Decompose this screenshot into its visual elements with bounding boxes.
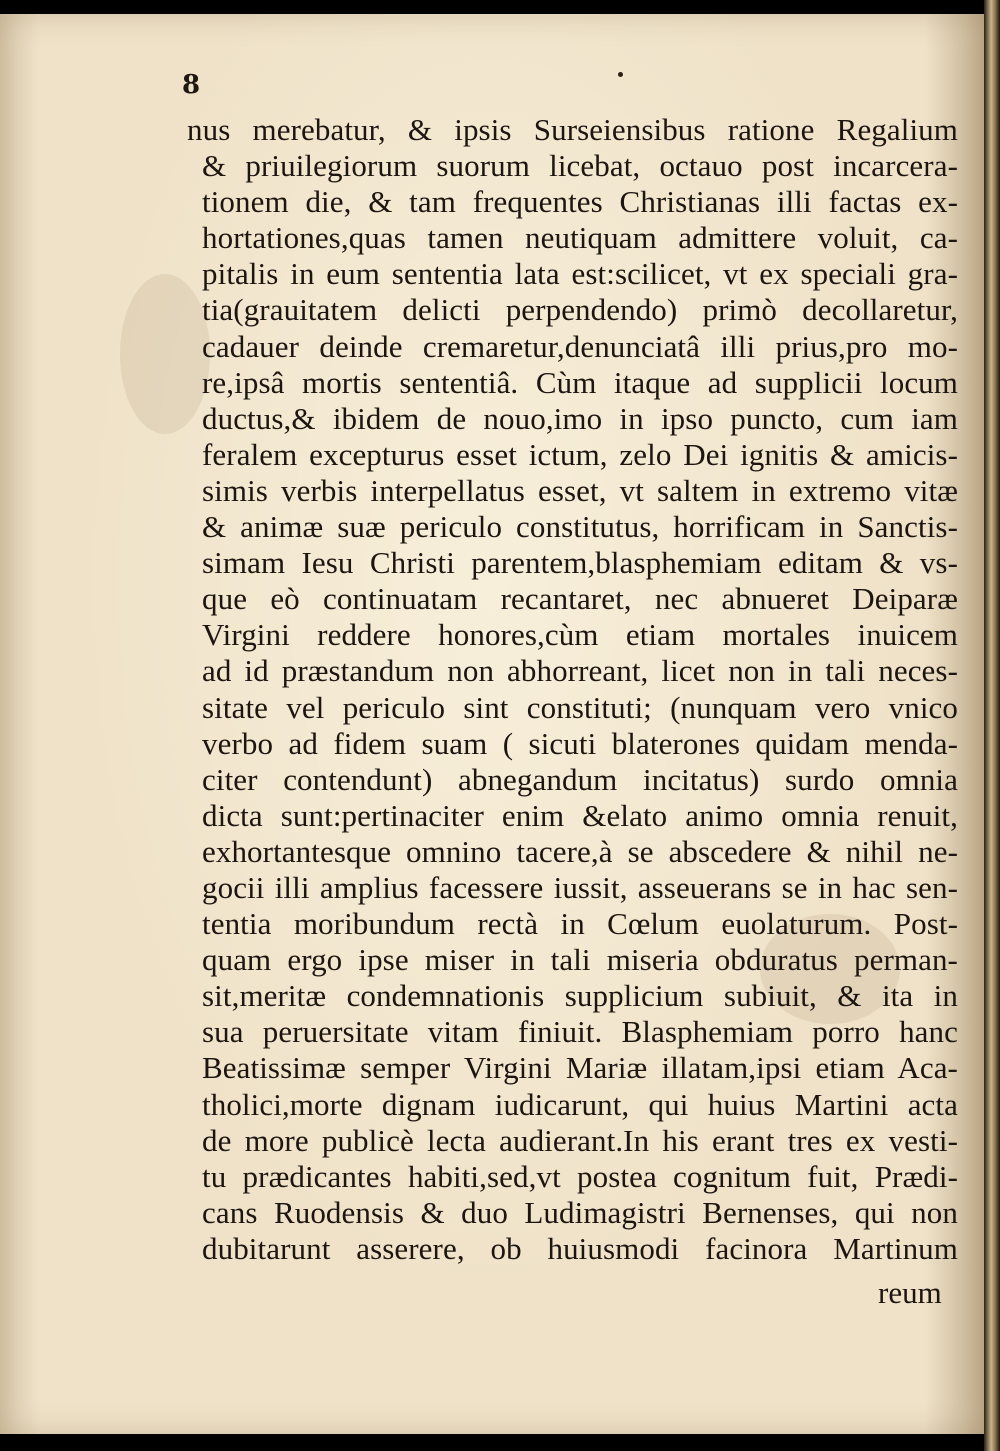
text-line: quam ergo ipse miser in tali miseria obduratus perman- [202, 942, 958, 978]
text-line: tholici,morte dignam iudicarunt, qui huius Martini acta [202, 1086, 958, 1122]
text-line: de more publicè lecta audierant.In his erant tres ex vesti- [202, 1122, 958, 1158]
text-line: pitalis in eum sententia lata est:scilicet, vt ex speciali gra- [202, 256, 958, 292]
text-line: feralem excepturus esset ictum, zelo Dei ignitis & amicis- [202, 436, 958, 472]
text-line: que eò continuatam recantaret, nec abnueret Deiparæ [202, 581, 958, 617]
text-line: citer contendunt) abnegandum incitatus) surdo omnia [202, 761, 958, 797]
text-line: verbo ad fidem suam ( sicuti blaterones quidam menda- [202, 725, 958, 761]
ink-dot [618, 72, 623, 77]
text-line: re,ipsâ mortis sententiâ. Cùm itaque ad supplicii locum [202, 364, 958, 400]
text-line: simam Iesu Christi parentem,blasphemiam editam & vs- [202, 545, 958, 581]
page-number: 8 [182, 70, 201, 100]
text-line: nus merebatur, & ipsis Surseiensibus ratione Regalium [187, 112, 958, 147]
text-line: sit,meritæ condemnationis supplicium subiuit, & ita in [202, 978, 958, 1014]
text-line: Virgini reddere honores,cùm etiam mortales inuicem [202, 617, 958, 653]
text-line: sua peruersitate vitam finiuit. Blasphemiam porro hanc [202, 1014, 958, 1050]
text-line: tentia moribundum rectà in Cœlum euolaturum. Post- [202, 906, 958, 942]
text-line: tionem die, & tam frequentes Christianas illi factas ex- [202, 184, 958, 220]
text-line: & priuilegiorum suorum licebat, octauo post incarcera- [202, 148, 958, 184]
text-line: ductus,& ibidem de nouo,imo in ipso puncto, cum iam [202, 400, 958, 436]
text-line: Beatissimæ semper Virgini Mariæ illatam,ipsi etiam Aca- [202, 1050, 958, 1086]
page-edge [984, 0, 1000, 1451]
text-line: hortationes,quas tamen neutiquam admittere voluit, ca- [202, 220, 958, 256]
text-line: cadauer deinde cremaretur,denunciatâ illi prius,pro mo- [202, 328, 958, 364]
body-text [187, 112, 958, 1267]
text-line: tu prædicantes habiti,sed,vt postea cognitum fuit, Prædi- [202, 1158, 958, 1194]
text-line: gocii illi amplius facessere iussit, asseuerans se in hac sen- [202, 869, 958, 905]
text-line: sitate vel periculo sint constituti; (nunquam vero vnico [202, 689, 958, 725]
text-line: exhortantesque omnino tacere,à se abscedere & nihil ne- [202, 833, 958, 869]
text-line: & animæ suæ periculo constitutus, horrificam in Sanctis- [202, 509, 958, 545]
text-line: dubitarunt asserere, ob huiusmodi facinora Martinum [202, 1230, 958, 1266]
text-line: simis verbis interpellatus esset, vt saltem in extremo vitæ [202, 472, 958, 508]
text-line: cans Ruodensis & duo Ludimagistri Bernenses, qui non [202, 1194, 958, 1230]
text-line: ad id præstandum non abhorreant, licet non in tali neces- [202, 653, 958, 689]
text-line: dicta sunt:pertinaciter enim &elato animo omnia renuit, [202, 797, 958, 833]
paper-stain [120, 274, 210, 434]
text-line: tia(grauitatem delicti perpendendo) primò decollaretur, [202, 292, 958, 328]
catchword: reum [878, 1275, 942, 1310]
